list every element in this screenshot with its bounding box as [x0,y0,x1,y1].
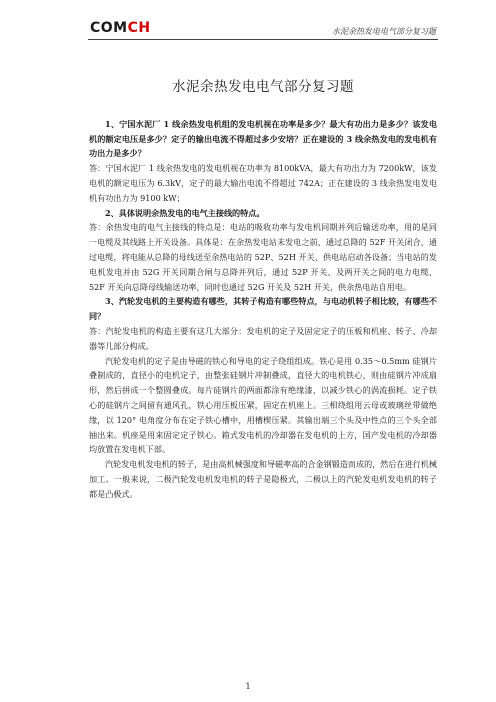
answer-2: 答：余热发电的电气主接线的特点是：电站的吸收功率与发电机同期并列后输送功率，用的是同一电缆及其线路上开关设备。具体是：在余热发电站未发电之前，通过总降的 52F 开关闭合，通过电缆，将电能从总降的母线送至余热电站的 52P、52H 开关，供电站启动各设备；当电站的发电机发电并由 52G 开关同期合闸与总降并列后，通过 52P 开关、及两开关之间的电力电缆、52F 开关向总降母线输送功率，同时也通过 52G 开关及 52H 开关，供余热电站自用电。 [89,222,437,292]
running-header-title: 水泥余热发电电气部分复习题 [332,27,436,36]
question-3: 3、汽轮发电机的主要构造有哪些，其转子构造有哪些特点，与电动机转子相比较，有哪些不同？ [89,296,437,322]
question-1: 1、宁国水泥厂 1 线余热发电机组的发电机视在功率是多少？最大有功出力是多少？该发电机的额定电压是多少？定子的输出电流不得超过多少安培？正在建设的 3 线余热发电的发电机有功出力是多少？ [89,118,437,159]
document-title: 水泥余热发电电气部分复习题 [172,79,354,95]
answer-3-paragraph-stator: 汽轮发电机的定子是由导磁的铁心和导电的定子绕组组成。铁心是用 0.35～0.5mm 硅钢片叠制成的，直径小的电机定子，由整张硅钢片冲制叠成，直径大的电机铁心，则由硅钢片冲成扇形，然后拼成一个整圆叠成。每片硅钢片的两面都涂有绝缘漆，以减少铁心的涡流损耗。定子铁心的硅钢片之间留有通风孔，铁心用压板压紧，固定在机座上。三相绕组用云母或玻璃丝带做绝缘，以 120° 电角度分布在定子铁心槽中，用槽楔压紧。其输出端三个头及中性点的三个头全部抽出来。机座是用来固定定子铁心。箱式发电机的冷却器在发电机的上方，国产发电机的冷却器均放置在发电机下部。 [89,355,437,455]
answer-1: 答：宁国水泥厂 1 线余热发电的发电机视在功率为 8100kVA，最大有功出力为 7200kW，该发电机的额定电压为 6.3kV，定子的最大输出电流不得超过 742A；正在建设的 3 线余热发电发电机有功出力为 9100 kW； [89,163,437,203]
question-2: 2、具体说明余热发电的电气主接线的特点。 [105,207,265,218]
company-logo: COMCH [90,20,151,36]
document-body [89,80,437,502]
page-number: 1 [245,682,251,691]
answer-3: 答：汽轮发电机的构造主要有这几大部分：发电机的定子及固定定子的压板和机座、转子、冷却器等几部分构成。 [89,325,437,351]
answer-3-paragraph-rotor: 汽轮发电机发电机的转子，是由高机械强度和导磁率高的合金钢锻造而成的，然后在进行机械加工。一般来说，二极汽轮发电机发电机的转子是隐极式，二极以上的汽轮发电机发电机的转子都是凸极式。 [89,459,437,499]
header-divider [88,39,438,40]
